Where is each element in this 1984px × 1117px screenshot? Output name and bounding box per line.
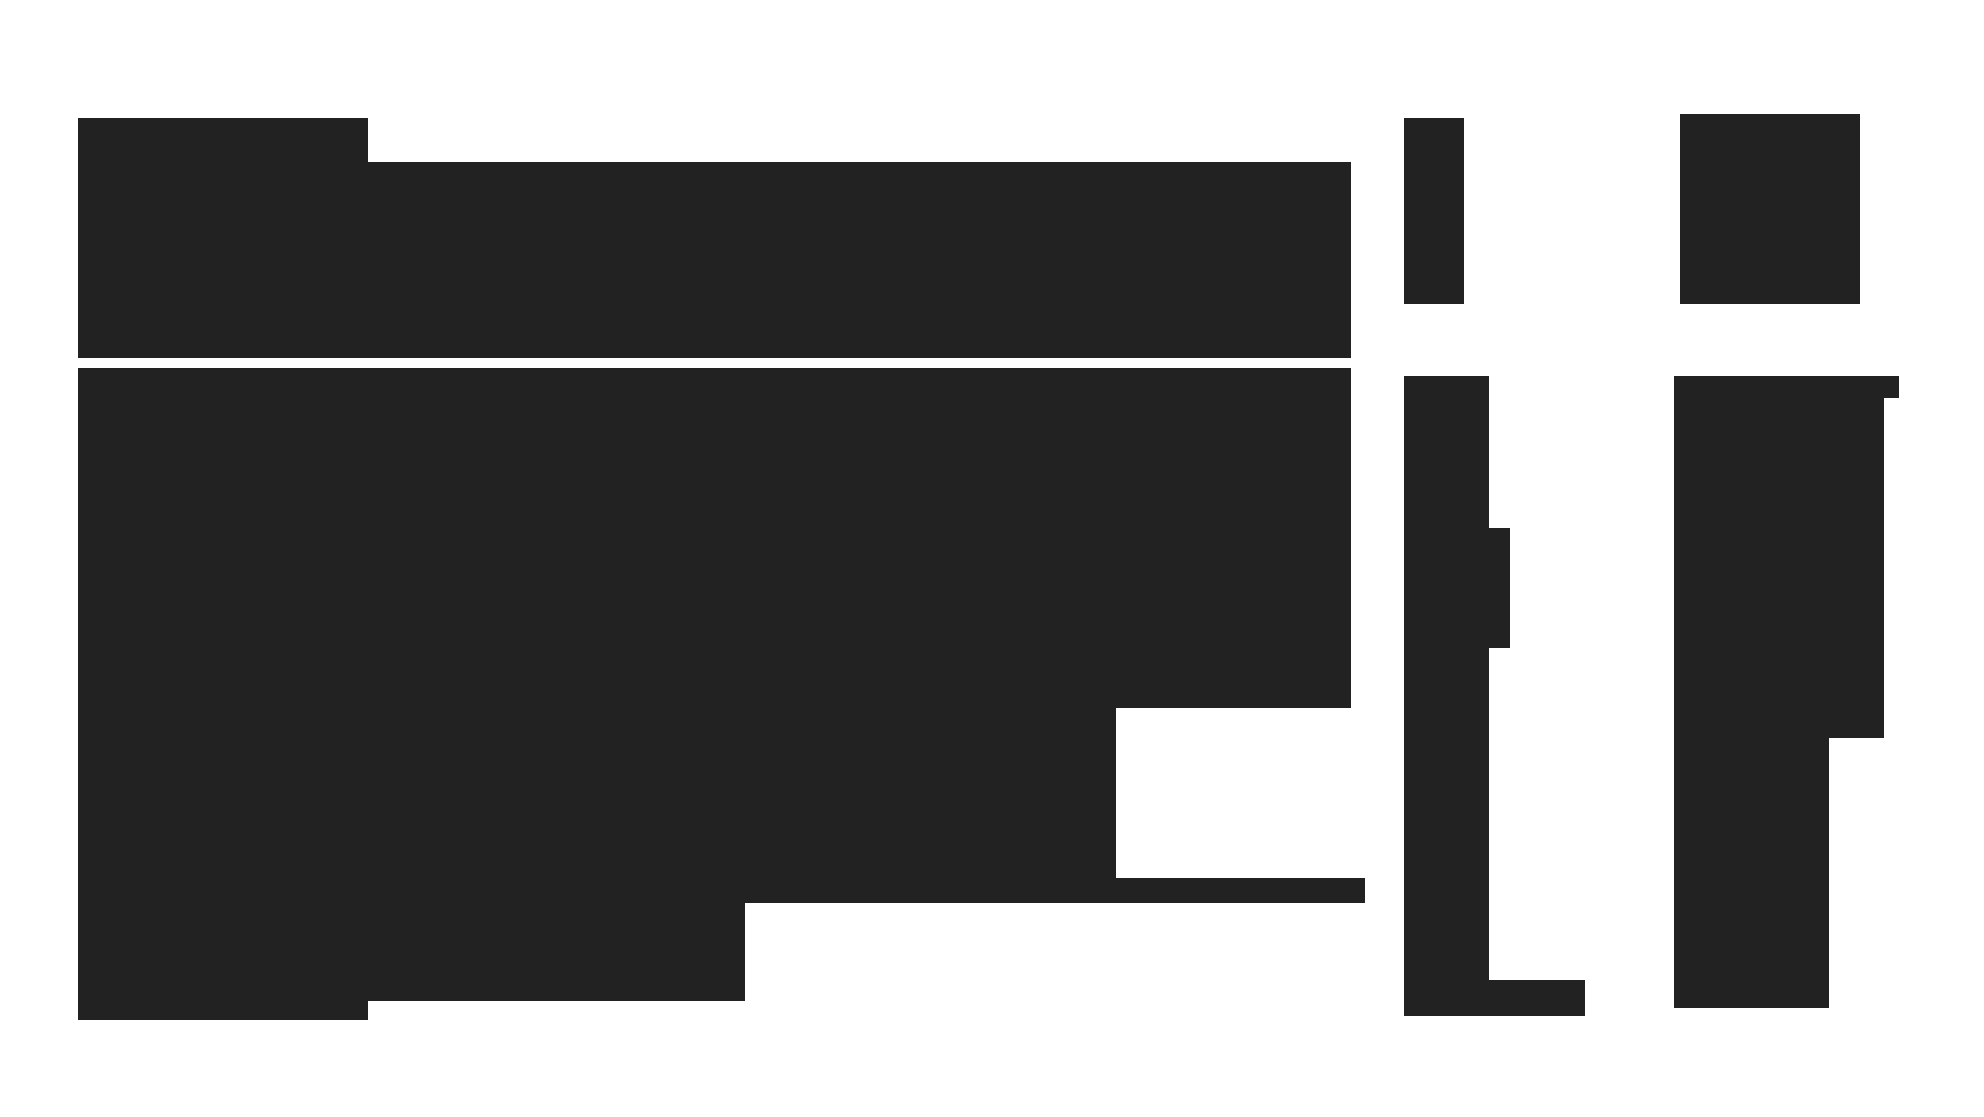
side-column-secondary-cap (1674, 376, 1899, 398)
main-content-footer-label (78, 1001, 79, 1002)
main-content-block-three (78, 903, 745, 1001)
header-title-bar-label (78, 162, 79, 163)
header-notch-label (1120, 340, 1121, 341)
main-content-strip-label (1116, 878, 1117, 879)
main-content-footer (78, 1001, 368, 1020)
side-column-secondary (1674, 376, 1829, 1008)
side-column-primary-tab-label (1440, 528, 1441, 529)
side-column-primary-footer (1475, 980, 1585, 1016)
side-column-primary-footer-label (1475, 980, 1476, 981)
main-content-panel-lower (78, 708, 1116, 903)
side-column-secondary-midsection-label (1829, 398, 1830, 399)
side-column-primary-tab (1440, 528, 1510, 648)
main-content-panel-lower-label (78, 708, 79, 709)
side-column-primary-label (1404, 376, 1405, 377)
main-content-block-three-label (78, 903, 79, 904)
side-column-primary (1404, 376, 1489, 1016)
side-column-secondary-cap-label (1674, 376, 1675, 377)
header-notch (1120, 340, 1351, 358)
main-content-panel-label (78, 368, 79, 369)
main-content-strip (1116, 878, 1365, 903)
header-band-label (78, 118, 79, 119)
top-right-panel (1680, 114, 1860, 304)
header-title-bar (78, 162, 1351, 358)
main-content-panel (78, 368, 1351, 708)
side-column-secondary-midsection (1829, 398, 1884, 738)
top-right-indicator (1404, 118, 1464, 304)
top-right-indicator-label (1404, 118, 1405, 119)
top-right-panel-label (1680, 114, 1681, 115)
